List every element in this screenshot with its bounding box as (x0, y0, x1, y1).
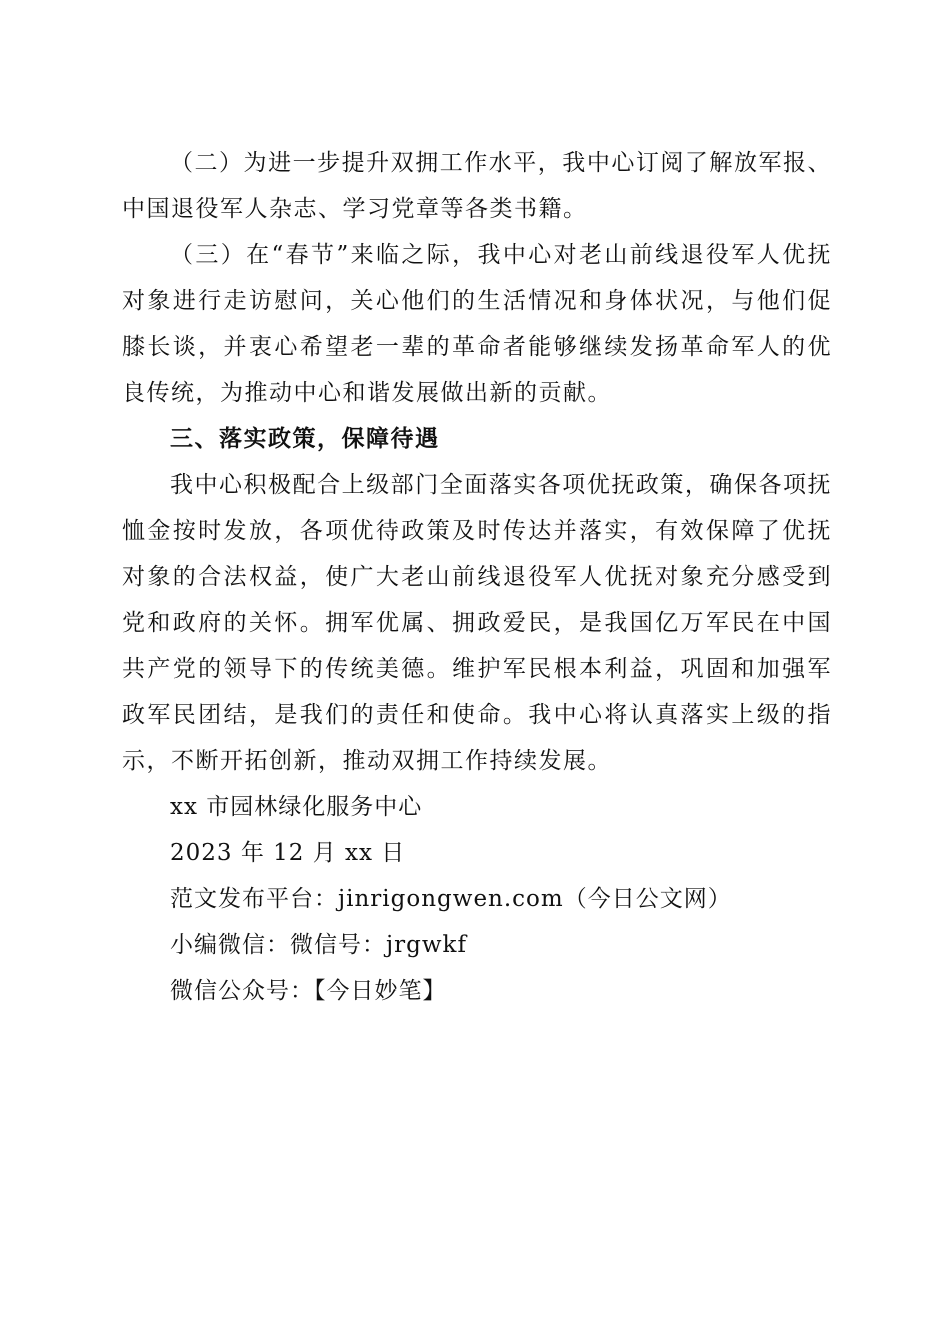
signature-date: 2023 年 12 月 xx 日 (170, 840, 406, 866)
document-body (122, 140, 832, 1014)
paragraph-policy-implementation: 我中心积极配合上级部门全面落实各项优抚政策，确保各项抚恤金按时发放，各项优待政策及时传达并落实，有效保障了优抚对象的合法权益，使广大老山前线退役军人优抚对象充分感受到党和政府的关怀。拥军优属、拥政爱民，是我国亿万军民在中国共产党的领导下的传统美德。维护军民根本利益，巩固和加强军政军民团结，是我们的责任和使命。我中心将认真落实上级的指示，不断开拓创新，推动双拥工作持续发展。 (122, 472, 832, 774)
platform-note: 范文发布平台：jinrigongwen.com（今日公文网） (170, 886, 732, 912)
public-account-note: 微信公众号：【今日妙笔】 (170, 978, 447, 1004)
signature-block (122, 784, 832, 1014)
signature-organization: xx 市园林绿化服务中心 (170, 794, 423, 820)
section-heading-policy: 三、落实政策，保障待遇 (170, 426, 440, 452)
paragraph-spring-festival-visit: （三）在“春节”来临之际，我中心对老山前线退役军人优抚对象进行走访慰问，关心他们的生活情况和身体状况，与他们促膝长谈，并衷心希望老一辈的革命者能够继续发扬革命军人的优良传统，为推动中心和谐发展做出新的贡献。 (122, 242, 832, 406)
editor-wechat-note: 小编微信：微信号：jrgwkf (170, 932, 467, 958)
paragraph-subscription: （二）为进一步提升双拥工作水平，我中心订阅了解放军报、中国退役军人杂志、学习党章等各类书籍。 (122, 150, 832, 222)
